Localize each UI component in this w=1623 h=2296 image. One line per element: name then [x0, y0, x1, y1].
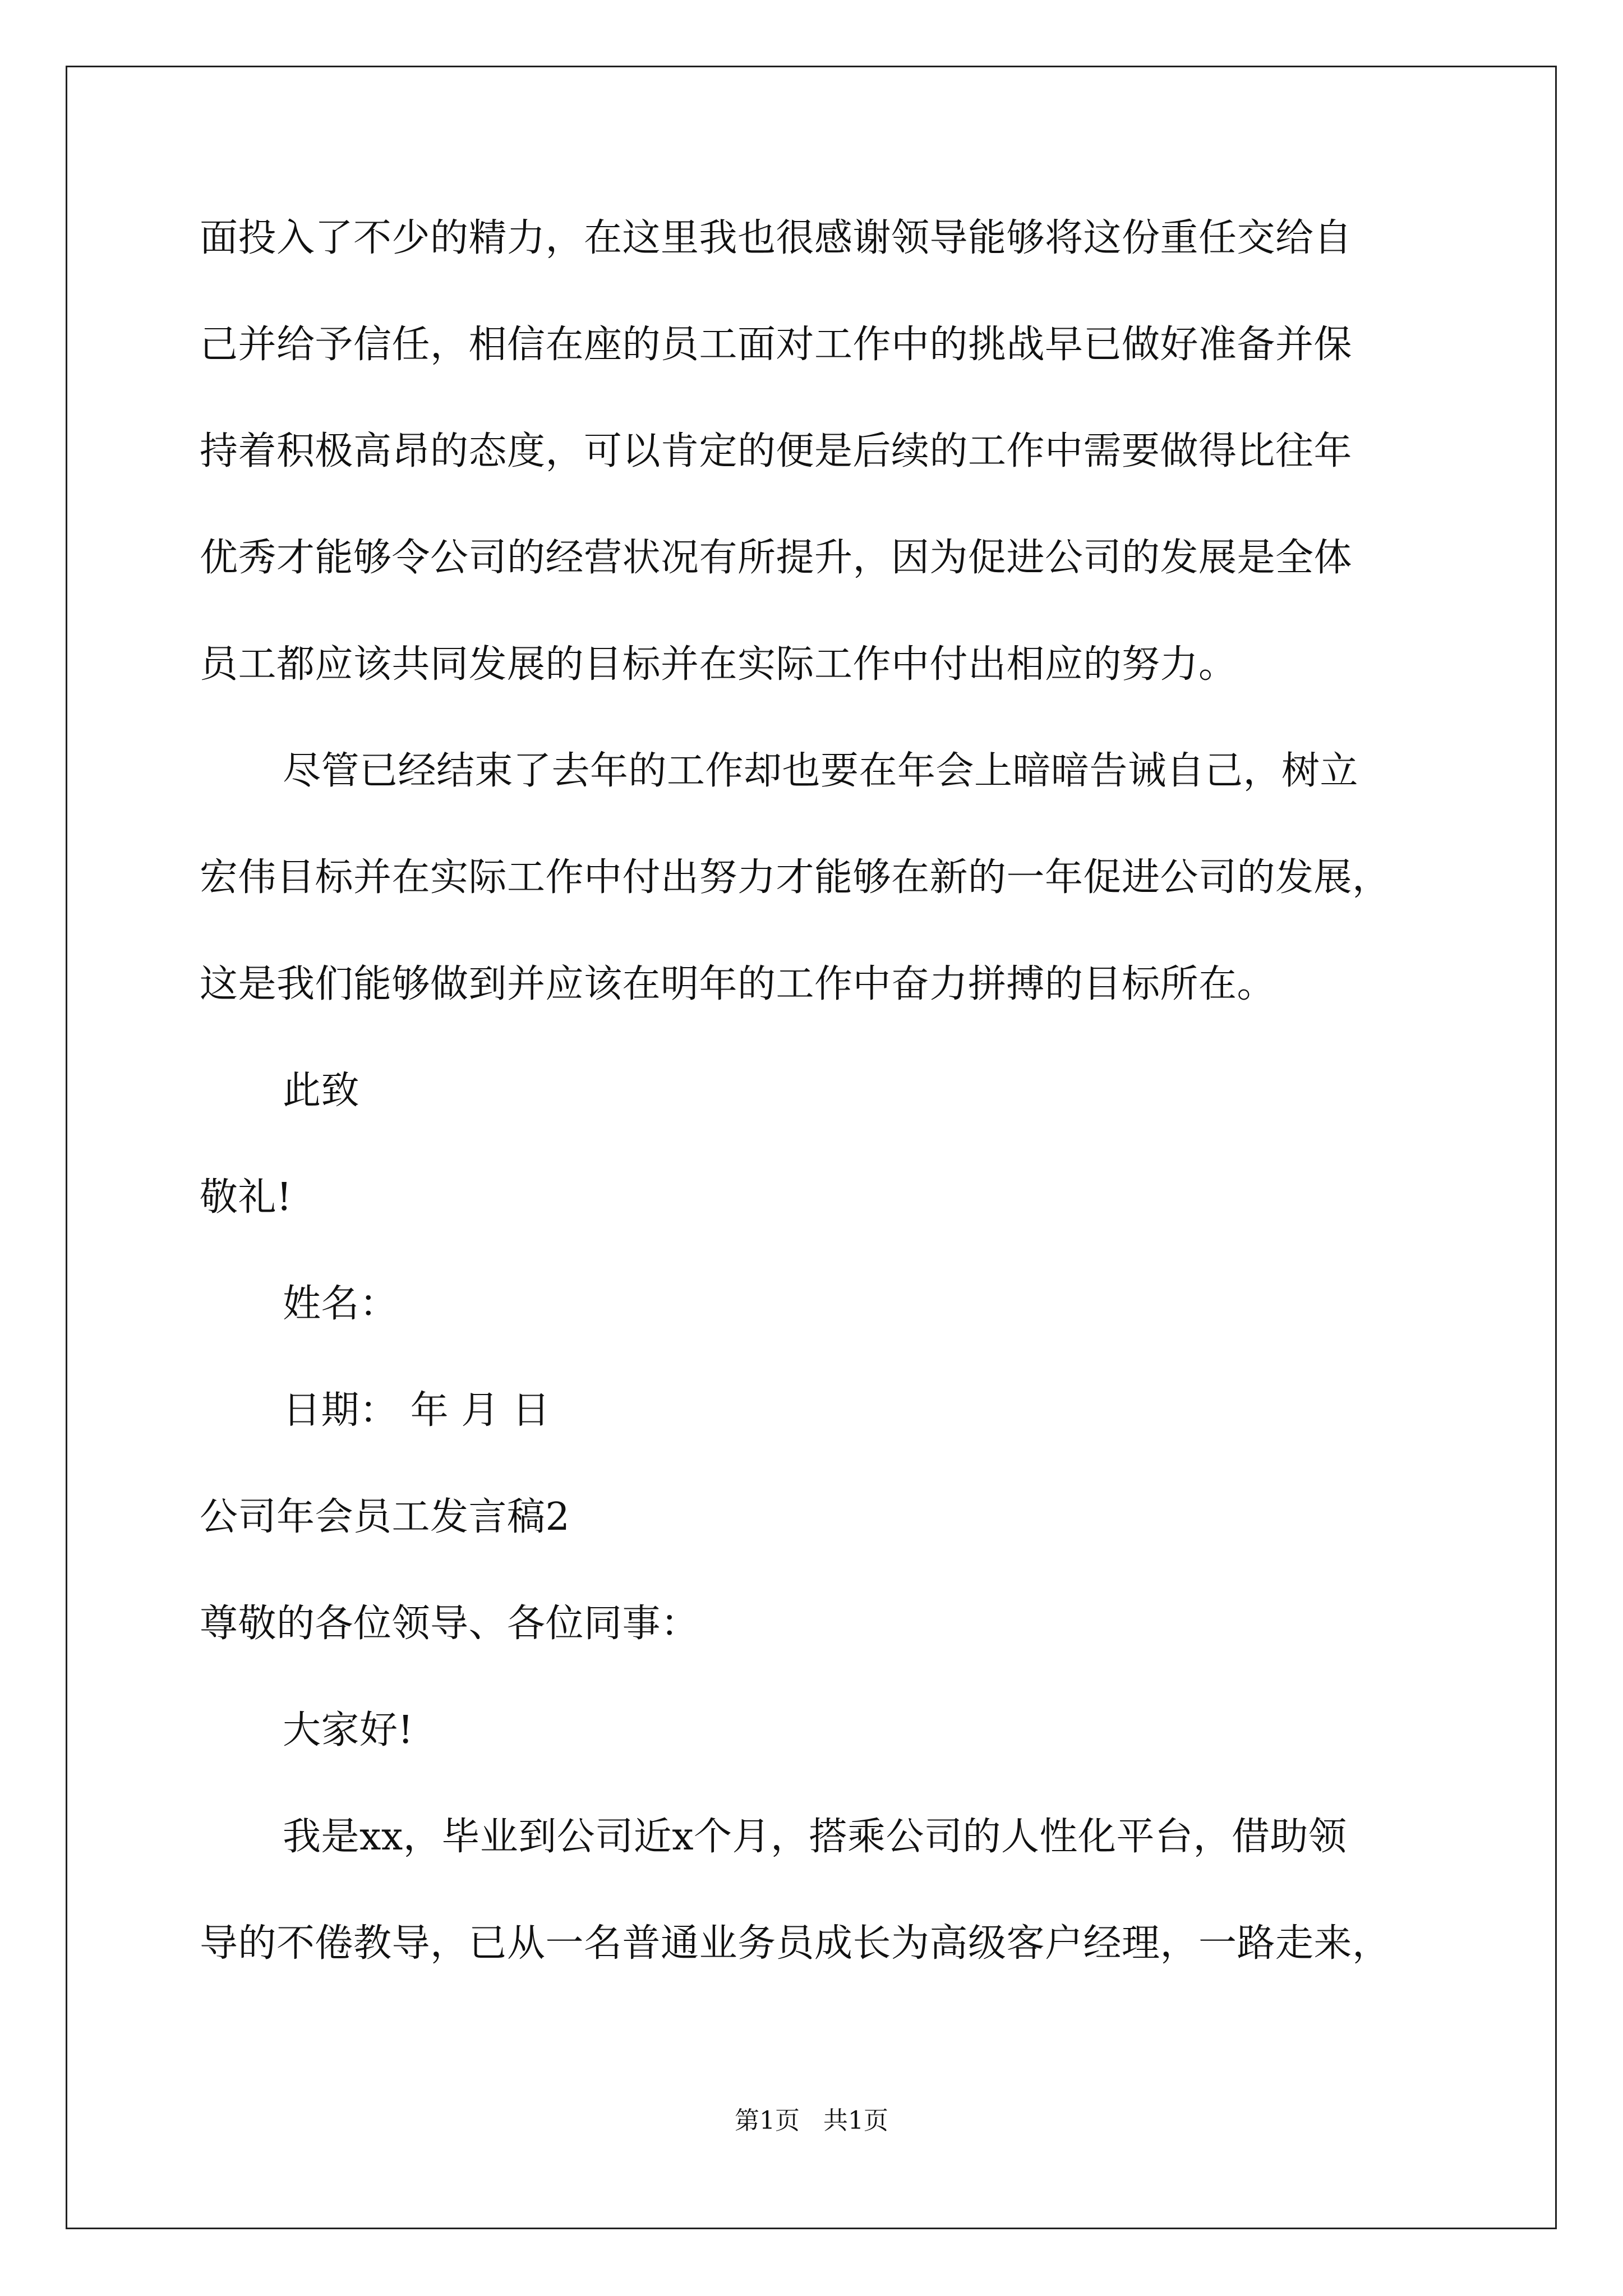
- paragraph-line: 这是我们能够做到并应该在明年的工作中奋力拼搏的目标所在。: [200, 962, 1276, 1006]
- page-border: [66, 66, 1557, 2229]
- greeting-hello: 大家好!: [283, 1708, 414, 1752]
- paragraph-line: 持着积极高昂的态度，可以肯定的便是后续的工作中需要做得比往年: [200, 429, 1353, 473]
- paragraph-line: 面投入了不少的精力，在这里我也很感谢领导能够将这份重任交给自: [200, 216, 1353, 260]
- signature-name-field: 姓名：: [283, 1282, 398, 1326]
- paragraph-line: 尽管已经结束了去年的工作却也要在年会上暗暗告诫自己，树立: [283, 749, 1359, 793]
- paragraph-line: 宏伟目标并在实际工作中付出努力才能够在新的一年促进公司的发展，: [200, 855, 1391, 900]
- section-title: 公司年会员工发言稿2: [200, 1495, 570, 1539]
- paragraph-line: 优秀才能够令公司的经营状况有所提升，因为促进公司的发展是全体: [200, 536, 1353, 580]
- closing-respect: 敬礼!: [200, 1175, 292, 1220]
- signature-date-field: 日期： 年 月 日: [283, 1388, 551, 1433]
- paragraph-line: 导的不倦教导，已从一名普通业务员成长为高级客户经理，一路走来，: [200, 1921, 1391, 1966]
- greeting-line: 尊敬的各位领导、各位同事：: [200, 1602, 699, 1646]
- paragraph-line: 我是xx，毕业到公司近x个月，搭乘公司的人性化平台，借助领: [283, 1815, 1347, 1859]
- closing-salutation: 此致: [283, 1069, 360, 1113]
- paragraph-line: 员工都应该共同发展的目标并在实际工作中付出相应的努力。: [200, 642, 1237, 687]
- page-number-footer: 第1页 共1页: [735, 2106, 888, 2135]
- paragraph-line: 己并给予信任，相信在座的员工面对工作中的挑战早已做好准备并保: [200, 323, 1353, 367]
